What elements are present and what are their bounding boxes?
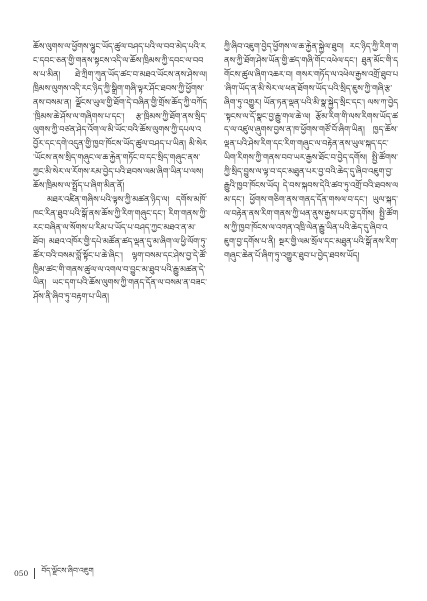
- page-footer: [14, 566, 94, 580]
- right-text-column: [224, 40, 398, 580]
- left-paragraph-2: མཐར་འཛིན་གཞིས་པའི་ལྟས་ཀྱི་མཚན་ཉིད་ལ། དགོས་མཁོ་ཁང་རིན་ཐུབ་པའི་སྒོ་ནས་ཆོས་ཀྱི་རིག་གཞུང་དང་། རིག་གནས་ཀྱི་རང་བཞིན་ལ་སོགས་པ་རིམ་པ་ཡོད་པ་བཤད་ཀྱང་མཐའ་ན་མ་ཐོབ། མཐའ་འཁོར་གྱི་དཔེ་མཚོན་ཚད་ལྡན་དུ་མ་ཞིག་ལ་ཕྱི་ལོག་ཏུ་ཚོར་བའི་བསམ་བློ་སྟོང་པ་ཆེ་ཞིང་། ལྷག་བསམ་དང་ཤེས་བྱ་དེ་ཚོ་ཁྱིམ་ཚང་གི་གནས་ཚུལ་ལ་འགལ་བ་བྱུང་མ་ཐུབ་པའི་རྒྱུ་མཚན་དེ་ཡིན། ཡང་དག་པའི་ཆོས་ལུགས་ཀྱི་གནད་དོན་ལ་བསམ་ན་བཟང་ཤོས་ནི་ཞིབ་ཏུ་བརྟག་པ་ཡིན།: [33, 193, 207, 302]
- left-paragraph-1: ཆོས་ལུགས་ལ་ཕྱོགས་ལྷུང་ཡོད་ཚུལ་བཤད་པའི་ལ་བབ་མེད་པའི་རང་དབང་ཅན་གྱི་གནས་སྟངས་འདི་ལ་ཆོས་ཁྲིམས་ཀྱི་དབང་ལ་བབས་པ་མིན། ཐེ་ཀྲིག་ཀུན་ཡོད་ཚང་བ་མཐའ་ཡོངས་ནས་ཤེས་ལ། ཁྲིམས་ལུགས་འདི་རང་ཉིད་ཀྱི་སྒྲིག་གཞི་ལྟར་ཤོང་ཐབས་ཀྱི་ཕྱོགས་ནས་བསམ་ན། ལྗོངས་ཡུལ་གྱི་ཐོག་དེ་བཞིན་གྱི་གྲོས་ཆོད་ཀྱི་བཀོད་ཁྲིམས་ཆེ་ཤོས་ལ་གཞིགས་པ་དང་། རྩ་ཁྲིམས་ཀྱི་ཐོག་ནས་སྲིད་ལུགས་ཀྱི་བཙན་ཤེད་འོག་ལ་མི་ཡོང་བའི་ཆོས་ལུགས་ཀྱི་དཔལ་འབྱོར་དང་དགེ་འདུན་གྱི་ཁྱབ་ཁོངས་ཡོད་ཚུལ་བཤད་པ་ཡིན། མི་སེར་ཡོངས་ནས་སྲིད་གཞུང་ལ་ཆ་རྐྱེན་གཏོང་བ་དང་སྲིད་གཞུང་ནས་ཀྱང་མི་སེར་ལ་རོགས་རམ་བྱེད་པའི་ཐབས་ལམ་ཞིག་ཡིན་པ་ལས། ཆོས་ཁྲིམས་ལ་སྤྲོད་པ་ཞིག་མིན་ནོ།: [33, 41, 207, 191]
- page-number: 050: [14, 568, 29, 578]
- right-paragraph-1: ཀྱི་ཞིབ་འཇུག་བྱེད་ཕྱོགས་ལ་ཆ་རྐྱེན་སྐྱེལ་ཐུབ། རང་ཉིད་ཀྱི་རིག་གནས་ཀྱི་ཐོག་ཤེས་ཡོན་གྱི་ཚད་གཞི་གོང་འཕེལ་དང་། ཐུན་མོང་གི་དགོངས་ཚུལ་ཞིག་འཆར་བ། གསར་གཏོད་ལ་འཕེལ་རྒྱས་འགྲོ་ཐུབ་པ་ཞིག་ཡོད་ན་མི་སེར་ལ་ཕན་ཐོགས་ཡོད་པའི་སྲིད་ཇུས་ཀྱི་གཞི་རྩ་ཞིག་ཏུ་འགྱུར། ཡོན་ཏན་ལྡན་པའི་མི་སྣ་སྐྱེད་སྲིང་དང་། ལས་ཀ་བྱེད་སྟངས་ལ་དོ་སྣང་བྱ་རྒྱུ་གལ་ཆེ་ལ། རྩོམ་རིག་གི་ལས་རིགས་ཡོད་ཚད་ལ་འཛུལ་ཞུགས་བྱས་ན་ཁ་ཕྱོགས་གཙོ་བོ་ཞིག་ཡིན། ཁྱད་ཆོས་ལྡན་པའི་ཤེས་རིག་དང་རིག་གཞུང་ལ་བརྟེན་ནས་ཡུལ་སྐད་དང་ཡིག་རིགས་ཀྱི་གནས་བབ་ཡར་རྒྱས་ཐོང་བ་བྱེད་དགོས། སྤྱི་ཚོགས་ཀྱི་སྲིད་བྱུས་ལ་ལྟ་བ་དང་མཐུན་པར་བྱ་བའི་ཆེད་དུ་ཞིབ་འཇུག་བྱ་རྒྱུའི་ཁྱབ་ཁོངས་ཡོད། དེ་བས་སྐབས་དེའི་ཚབ་ཏུ་འགྲོ་བའི་ཐབས་ལམ་དང་། ཕྱོགས་གཅིག་ནས་གནད་དོན་གསལ་བ་དང་། ཡུལ་སྐད་ལ་བརྟེན་ནས་རིག་གནས་ཀྱི་ཕན་ནུས་རྒྱས་པར་བྱ་དགོས། སྤྱི་ཚོགས་ཀྱི་ཁྱབ་ཁོངས་ལ་འགན་འཁྲི་ལེན་རྒྱུ་ཡིན་པའི་ཆེད་དུ་ཞིབ་འཇུག་བྱ་དགོས་པ་ནི། སྔར་གྱི་ལམ་སྲོལ་དང་མཐུན་པའི་སྒོ་ནས་རིག་གཞུང་ཆེན་པོ་ཞིག་ཏུ་འགྱུར་ཐུབ་པ་བྱེད་ཐབས་ཡོད།: [224, 41, 398, 260]
- journal-title: བོད་ལྗོངས་ཞིབ་འཇུག: [41, 565, 94, 575]
- left-text-column: [33, 40, 207, 518]
- footer-divider: [34, 568, 35, 579]
